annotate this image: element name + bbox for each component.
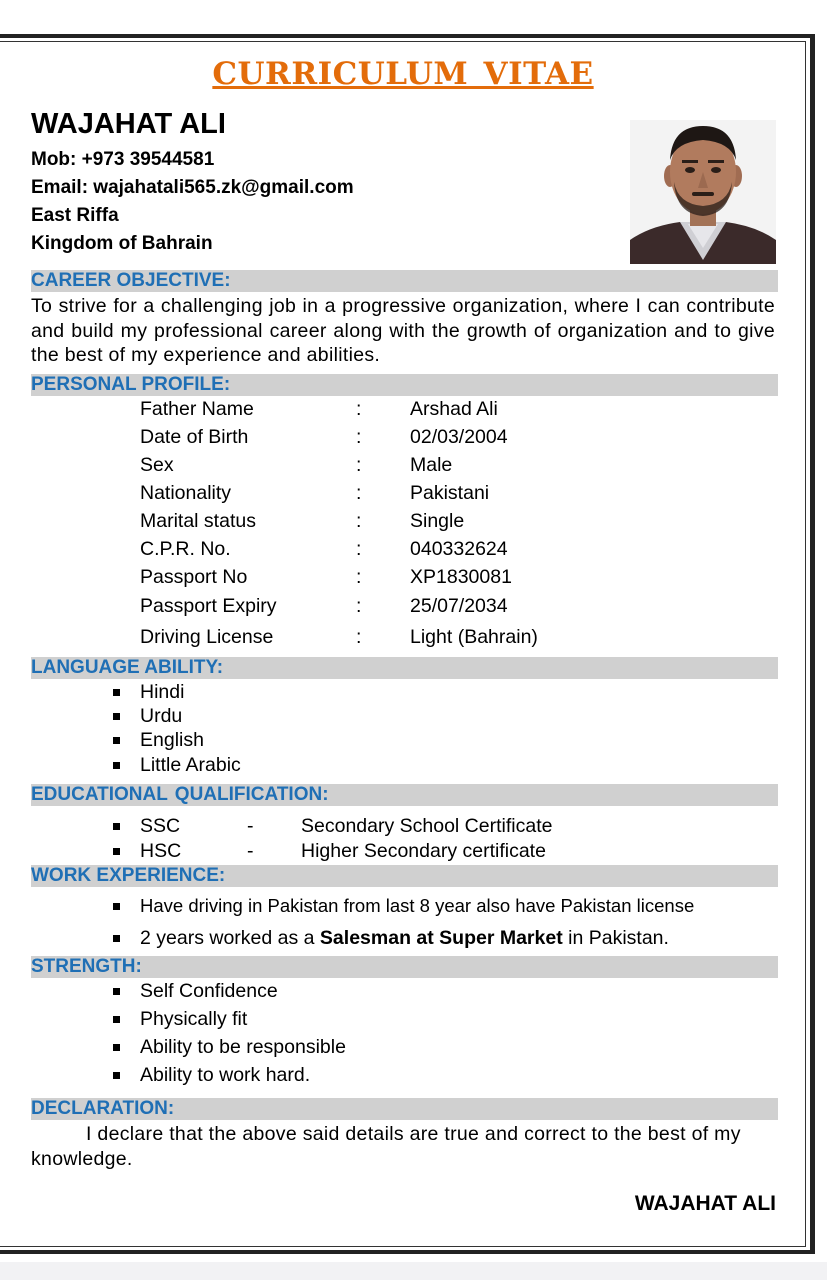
profile-value: XP1830081 (410, 566, 512, 588)
signature-name: WAJAHAT ALI (634, 1192, 776, 1215)
profile-label: Driving License (140, 626, 274, 648)
profile-value: 02/03/2004 (410, 426, 508, 448)
profile-value: 25/07/2034 (410, 595, 508, 617)
profile-colon: : (356, 482, 362, 504)
profile-value: 040332624 (410, 538, 508, 560)
contact-country: Kingdom of Bahrain (31, 233, 213, 254)
language-item (140, 754, 241, 777)
profile-value: Light (Bahrain) (410, 626, 538, 648)
bullet-square-icon (113, 1044, 120, 1051)
language-item (140, 681, 184, 704)
profile-colon: : (356, 566, 362, 588)
page-bottom-strip (0, 1262, 827, 1280)
language-name: Little Arabic (140, 754, 241, 776)
bullet-square-icon (113, 903, 120, 910)
profile-label: Date of Birth (140, 426, 249, 448)
education-abbr: SSC (140, 815, 181, 837)
work-item-text-bold: Salesman at Super Market (319, 927, 563, 949)
work-item-text-post: in Pakistan. (562, 927, 669, 949)
profile-label: Marital status (140, 510, 256, 532)
bullet-square-icon (113, 935, 120, 942)
profile-colon: : (356, 538, 362, 560)
language-item (140, 705, 182, 728)
personal-profile-heading: PERSONAL PROFILE: (31, 374, 231, 395)
bullet-square-icon (113, 1016, 120, 1023)
contact-email: Email: wajahatali565.zk@gmail.com (31, 177, 354, 198)
document-title: CURRICULUM VITAE (212, 56, 594, 92)
strength-item (140, 980, 278, 1003)
education-desc: Secondary School Certificate (301, 815, 553, 837)
career-objective-heading: CAREER OBJECTIVE: (31, 270, 231, 291)
bullet-square-icon (113, 823, 120, 830)
strength-heading: STRENGTH: (31, 956, 142, 977)
profile-colon: : (356, 454, 362, 476)
profile-label: C.P.R. No. (140, 538, 231, 560)
profile-colon: : (356, 398, 362, 420)
work-item-salesman (140, 927, 669, 950)
language-item (140, 729, 204, 752)
profile-colon: : (356, 510, 362, 532)
education-desc: Higher Secondary certificate (301, 840, 546, 862)
strength-bar (31, 956, 778, 978)
profile-value: Single (410, 510, 465, 532)
language-name: Hindi (140, 681, 185, 703)
language-name: English (140, 729, 204, 751)
career-objective-text: To strive for a challenging job in a progressive organization, where I can contribute and build my professional career along with the growth of organization and to give the best of my experience and abilities. (31, 295, 775, 366)
education-abbr: HSC (140, 840, 182, 862)
work-experience-heading: WORK EXPERIENCE: (31, 865, 226, 886)
education-dash: - (247, 840, 254, 862)
bullet-square-icon (113, 762, 120, 769)
bullet-square-icon (113, 713, 120, 720)
declaration-heading: DECLARATION: (31, 1098, 175, 1119)
profile-label: Nationality (140, 482, 232, 504)
profile-colon: : (356, 426, 362, 448)
education-heading: EDUCATIONAL QUALIFICATION: (31, 784, 329, 805)
profile-colon: : (356, 626, 362, 648)
strength-item (140, 1064, 310, 1087)
bullet-square-icon (113, 1072, 120, 1079)
bullet-square-icon (113, 737, 120, 744)
profile-value: Arshad Ali (410, 398, 498, 420)
applicant-name: WAJAHAT ALI (31, 108, 226, 140)
work-item-driving (140, 895, 694, 917)
profile-label: Passport No (140, 566, 248, 588)
bullet-square-icon (113, 689, 120, 696)
profile-photo (630, 120, 776, 264)
contact-mobile: Mob: +973 39544581 (31, 149, 215, 170)
language-ability-heading: LANGUAGE ABILITY: (31, 657, 224, 678)
profile-label: Father Name (140, 398, 254, 420)
bullet-square-icon (113, 848, 120, 855)
profile-value: Pakistani (410, 482, 490, 504)
language-name: Urdu (140, 705, 183, 727)
bullet-square-icon (113, 988, 120, 995)
strength-text: Ability to be responsible (140, 1036, 346, 1058)
work-item-text-pre: 2 years worked as a (140, 927, 320, 949)
profile-label: Passport Expiry (140, 595, 277, 617)
work-item-text: Have driving in Pakistan from last 8 year also have Pakistan license (140, 895, 695, 916)
declaration-text: I declare that the above said details are true and correct to the best of my knowledge. (31, 1123, 741, 1170)
strength-text: Physically fit (140, 1008, 248, 1030)
strength-item (140, 1008, 247, 1031)
profile-colon: : (356, 595, 362, 617)
education-dash: - (247, 815, 254, 837)
strength-text: Ability to work hard. (140, 1064, 311, 1086)
strength-text: Self Confidence (140, 980, 278, 1002)
profile-value: Male (410, 454, 453, 476)
profile-label: Sex (140, 454, 174, 476)
strength-item (140, 1036, 346, 1059)
contact-city: East Riffa (31, 205, 119, 226)
